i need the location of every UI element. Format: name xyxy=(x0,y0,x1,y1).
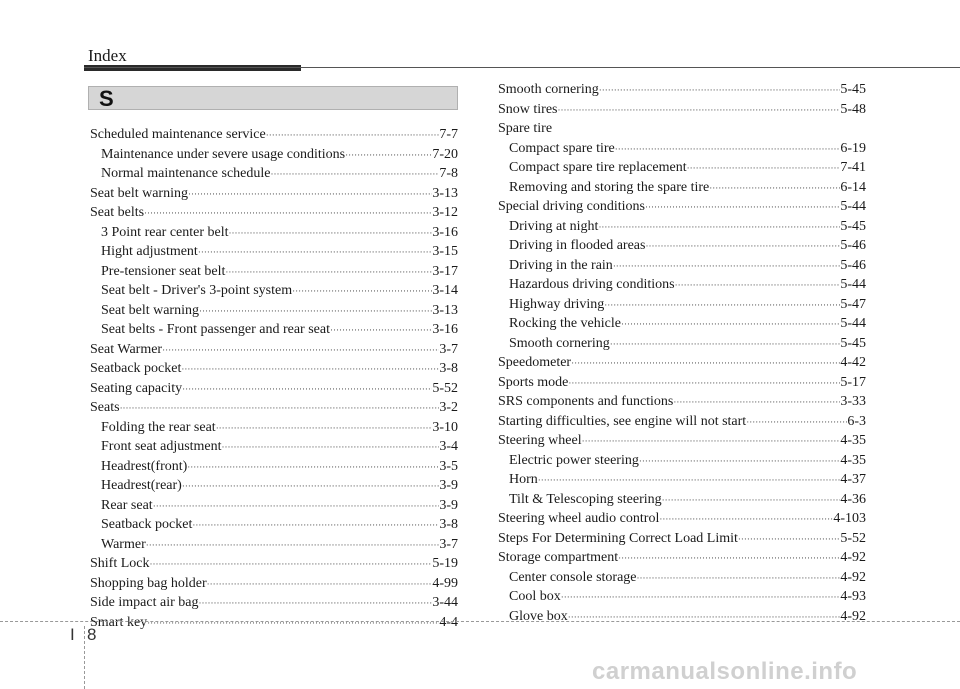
index-entry-page: 7-8 xyxy=(439,166,458,181)
index-entry-page: 5-52 xyxy=(840,530,866,546)
index-entry xyxy=(90,496,458,516)
index-entry xyxy=(90,613,458,633)
index-entry-text: Tilt & Telescoping steering xyxy=(509,491,662,507)
index-entry-page: 7-7 xyxy=(439,127,458,142)
dot-leader xyxy=(598,218,840,237)
dot-leader xyxy=(192,516,439,535)
index-entry xyxy=(498,509,866,529)
index-entry xyxy=(90,281,458,301)
index-entry xyxy=(498,178,866,198)
index-entry-page: 3-7 xyxy=(439,536,458,552)
index-entry-page: 3-2 xyxy=(439,400,458,415)
index-entry xyxy=(498,236,866,256)
index-entry xyxy=(90,476,458,496)
index-entry xyxy=(498,295,866,315)
index-entry xyxy=(498,314,866,334)
index-entry xyxy=(90,535,458,555)
index-entry-page: 4-99 xyxy=(432,575,458,591)
index-entry-page: 5-52 xyxy=(432,380,458,396)
index-entry-page: 4-35 xyxy=(840,452,866,468)
index-entry xyxy=(498,451,866,471)
index-entry-text: Seating capacity xyxy=(90,380,183,396)
dot-leader xyxy=(266,126,440,145)
index-entry xyxy=(90,223,458,243)
dot-leader xyxy=(538,471,841,490)
index-entry-page: 5-44 xyxy=(840,277,866,292)
dot-leader xyxy=(568,608,841,627)
index-entry xyxy=(90,184,458,204)
index-column-left xyxy=(90,125,458,632)
dot-leader xyxy=(558,101,841,120)
header-divider xyxy=(84,67,960,68)
dot-leader xyxy=(568,374,840,393)
index-entry-page: 5-45 xyxy=(840,218,866,234)
dot-leader xyxy=(610,335,841,354)
dot-leader xyxy=(582,432,841,451)
index-entry xyxy=(498,607,866,627)
index-entry-text: Normal maintenance schedule xyxy=(101,166,271,181)
index-entry-page: 6-3 xyxy=(847,413,866,429)
index-entry xyxy=(90,203,458,223)
index-entry xyxy=(90,574,458,594)
dot-leader xyxy=(675,276,841,295)
index-entry xyxy=(498,392,866,412)
index-entry-text: Spare tire xyxy=(498,121,553,136)
index-entry-page: 4-42 xyxy=(840,355,866,370)
dot-leader xyxy=(746,413,847,432)
index-entry xyxy=(90,164,458,184)
dot-leader xyxy=(222,438,440,457)
index-entry-text: Highway driving xyxy=(509,296,605,312)
index-entry-text: Shopping bag holder xyxy=(90,575,207,591)
index-entry-text: Removing and storing the spare tire xyxy=(509,179,710,195)
index-entry-text: Seatback pocket xyxy=(90,361,182,376)
dot-leader xyxy=(621,315,840,334)
index-entry-page: 7-20 xyxy=(432,146,458,162)
index-entry-text: Compact spare tire xyxy=(509,140,615,156)
index-entry-page: 7-41 xyxy=(840,160,866,175)
index-entry xyxy=(498,529,866,549)
index-entry xyxy=(90,379,458,399)
index-entry-page: 3-13 xyxy=(432,185,458,201)
index-entry-text: Smooth cornering xyxy=(498,82,599,97)
dot-leader xyxy=(645,198,840,217)
index-entry-text: Seat belt warning xyxy=(90,185,188,201)
index-entry-page: 3-17 xyxy=(432,263,458,279)
index-entry-text: Smart key xyxy=(90,614,148,630)
index-entry-text: SRS components and functions xyxy=(498,394,674,409)
index-entry-page: 3-10 xyxy=(432,419,458,435)
index-entry xyxy=(498,100,866,120)
dot-leader xyxy=(613,257,841,276)
index-entry xyxy=(90,145,458,165)
index-entry-text: Starting difficulties, see engine will not start xyxy=(498,413,747,429)
dot-leader xyxy=(225,263,432,282)
index-entry xyxy=(90,320,458,340)
page-section: I xyxy=(70,625,75,644)
index-entry-page: 5-19 xyxy=(432,556,458,571)
index-entry-text: Headrest(rear) xyxy=(101,478,182,493)
index-entry-page: 5-17 xyxy=(840,374,866,390)
dot-leader xyxy=(292,282,432,301)
index-entry-page: 4-4 xyxy=(439,614,458,630)
index-entry xyxy=(90,457,458,477)
index-entry-page: 5-46 xyxy=(840,238,866,253)
index-entry-text: Pre-tensioner seat belt xyxy=(101,263,226,279)
index-entry xyxy=(498,256,866,276)
dot-leader xyxy=(153,497,440,516)
index-entry xyxy=(498,334,866,354)
index-entry-text: Headrest(front) xyxy=(101,458,188,474)
index-entry-text: Seat Warmer xyxy=(90,341,163,357)
index-entry-page: 3-16 xyxy=(432,322,458,337)
dot-leader xyxy=(188,185,432,204)
dot-leader xyxy=(687,159,841,178)
index-entry-page: 3-9 xyxy=(439,497,458,513)
index-entry-text: Rocking the vehicle xyxy=(509,316,621,331)
dot-leader xyxy=(187,458,439,477)
dot-leader xyxy=(639,452,841,471)
section-letter-banner xyxy=(88,86,458,110)
index-entry xyxy=(498,197,866,217)
index-entry-text: Steering wheel audio control xyxy=(498,511,660,526)
footer-margin-line xyxy=(84,626,85,689)
dot-leader xyxy=(216,419,433,438)
dot-leader xyxy=(645,237,840,256)
index-entry xyxy=(90,437,458,457)
dot-leader xyxy=(637,569,841,588)
index-entry-page: 4-92 xyxy=(840,569,866,585)
index-entry-page: 5-45 xyxy=(840,335,866,351)
dot-leader xyxy=(120,399,440,418)
dot-leader xyxy=(599,81,841,100)
index-entry xyxy=(498,587,866,607)
header-accent-bar xyxy=(84,65,301,71)
index-entry-page: 3-33 xyxy=(840,394,866,409)
index-entry xyxy=(498,431,866,451)
dot-leader xyxy=(345,146,432,165)
index-entry-page: 5-47 xyxy=(840,296,866,312)
dot-leader xyxy=(199,302,432,321)
index-entry-page: 3-4 xyxy=(439,439,458,454)
index-entry-text: Maintenance under severe usage conditions xyxy=(101,146,346,162)
index-entry-text: Driving at night xyxy=(509,218,599,234)
index-entry-text: Seatback pocket xyxy=(101,517,193,532)
index-entry-page: 4-35 xyxy=(840,433,866,448)
index-entry-page: 4-37 xyxy=(840,472,866,487)
dot-leader xyxy=(182,477,440,496)
index-entry-page: 5-45 xyxy=(840,82,866,97)
index-entry-text: Smooth cornering xyxy=(509,335,610,351)
index-entry xyxy=(90,301,458,321)
index-entry xyxy=(90,398,458,418)
index-entry-text: Folding the rear seat xyxy=(101,419,216,435)
index-entry-text: Cool box xyxy=(509,589,561,604)
index-entry xyxy=(498,139,866,159)
dot-leader xyxy=(662,491,841,510)
dot-leader xyxy=(144,204,432,223)
index-entry-text: Special driving conditions xyxy=(498,199,645,214)
index-entry-text: Seats xyxy=(90,400,120,415)
dot-leader xyxy=(659,510,833,529)
dot-leader xyxy=(162,341,439,360)
dot-leader xyxy=(618,549,840,568)
index-entry xyxy=(498,412,866,432)
dot-leader xyxy=(150,555,433,574)
index-entry-text: Warmer xyxy=(101,536,146,552)
dot-leader xyxy=(561,588,841,607)
dot-leader xyxy=(146,536,440,555)
index-entry-page: 3-15 xyxy=(432,244,458,259)
index-entry-text: Snow tires xyxy=(498,101,558,117)
dot-leader xyxy=(615,140,841,159)
dot-leader xyxy=(181,360,439,379)
index-entry-page: 3-7 xyxy=(439,341,458,357)
page-title: Index xyxy=(88,46,127,65)
index-entry-text: Seat belt - Driver's 3-point system xyxy=(101,283,293,298)
section-letter: S xyxy=(99,86,114,111)
index-entry-text: Rear seat xyxy=(101,497,153,513)
index-entry-text: Side impact air bag xyxy=(90,595,199,610)
dot-leader xyxy=(673,393,840,412)
dot-leader xyxy=(198,243,433,262)
index-entry-text: Driving in the rain xyxy=(509,257,613,273)
index-entry-page: 4-92 xyxy=(840,608,866,624)
index-entry xyxy=(498,119,866,139)
index-entry-text: Front seat adjustment xyxy=(101,439,222,454)
index-entry-text: Sports mode xyxy=(498,374,569,390)
index-entry-text: Center console storage xyxy=(509,569,637,585)
index-entry-page: 4-36 xyxy=(840,491,866,507)
index-entry xyxy=(90,125,458,145)
index-entry xyxy=(90,593,458,613)
index-entry-page: 4-93 xyxy=(840,589,866,604)
index-entry xyxy=(90,262,458,282)
index-entry-text: Compact spare tire replacement xyxy=(509,160,687,175)
index-entry-text: 3 Point rear center belt xyxy=(101,224,229,240)
index-entry xyxy=(498,568,866,588)
index-entry-text: Scheduled maintenance service xyxy=(90,127,266,142)
index-entry-page: 3-13 xyxy=(432,302,458,318)
index-entry-text: Storage compartment xyxy=(498,550,619,565)
watermark: carmanualsonline.info xyxy=(592,658,858,685)
index-entry xyxy=(90,515,458,535)
dot-leader xyxy=(207,575,433,594)
index-entry xyxy=(498,158,866,178)
index-entry-page: 3-8 xyxy=(439,517,458,532)
index-entry-text: Steering wheel xyxy=(498,433,582,448)
index-entry-text: Seat belts - Front passenger and rear seat xyxy=(101,322,330,337)
index-entry-text: Speedometer xyxy=(498,355,572,370)
index-entry-page: 3-44 xyxy=(432,595,458,610)
index-entry-page: 3-12 xyxy=(432,205,458,220)
index-entry-text: Seat belt warning xyxy=(101,302,199,318)
index-entry-page: 6-19 xyxy=(840,140,866,156)
index-entry-text: Electric power steering xyxy=(509,452,639,468)
index-entry-page: 5-44 xyxy=(840,316,866,331)
index-entry xyxy=(498,373,866,393)
index-entry-text: Steps For Determining Correct Load Limit xyxy=(498,530,738,546)
index-entry-page: 3-8 xyxy=(439,361,458,376)
dot-leader xyxy=(182,380,432,399)
index-entry-page: 5-48 xyxy=(840,101,866,117)
index-entry-page: 5-46 xyxy=(840,257,866,273)
index-entry xyxy=(498,548,866,568)
dot-leader xyxy=(270,165,439,184)
index-entry-text: Glove box xyxy=(509,608,568,624)
index-entry-page: 4-103 xyxy=(833,511,866,526)
index-entry-text: Hazardous driving conditions xyxy=(509,277,675,292)
dot-leader xyxy=(229,224,433,243)
index-entry xyxy=(498,353,866,373)
index-entry-page: 6-14 xyxy=(840,179,866,195)
index-entry-text: Driving in flooded areas xyxy=(509,238,646,253)
index-entry-text: Hight adjustment xyxy=(101,244,198,259)
index-entry xyxy=(498,490,866,510)
index-entry-text: Shift Lock xyxy=(90,556,150,571)
index-entry-page: 4-92 xyxy=(840,550,866,565)
dot-leader xyxy=(738,530,840,549)
index-entry-page: 5-44 xyxy=(840,199,866,214)
dot-leader xyxy=(198,594,432,613)
index-entry xyxy=(90,418,458,438)
index-entry-page: 3-9 xyxy=(439,478,458,493)
dot-leader xyxy=(147,614,439,633)
index-entry-page: 3-14 xyxy=(432,283,458,298)
index-entry-text: Seat belts xyxy=(90,205,145,220)
index-entry-text: Horn xyxy=(509,472,538,487)
index-entry xyxy=(90,359,458,379)
index-entry-page: 3-16 xyxy=(432,224,458,240)
index-column-right xyxy=(498,80,866,626)
dot-leader xyxy=(571,354,840,373)
index-entry xyxy=(90,242,458,262)
index-entry xyxy=(498,275,866,295)
footer-divider xyxy=(0,621,960,622)
index-entry xyxy=(498,217,866,237)
page-index: 8 xyxy=(87,625,97,644)
index-entry xyxy=(498,80,866,100)
dot-leader xyxy=(330,321,432,340)
dot-leader xyxy=(709,179,840,198)
index-entry xyxy=(90,554,458,574)
index-entry xyxy=(498,470,866,490)
index-entry-page: 3-5 xyxy=(439,458,458,474)
index-entry xyxy=(90,340,458,360)
dot-leader xyxy=(604,296,840,315)
